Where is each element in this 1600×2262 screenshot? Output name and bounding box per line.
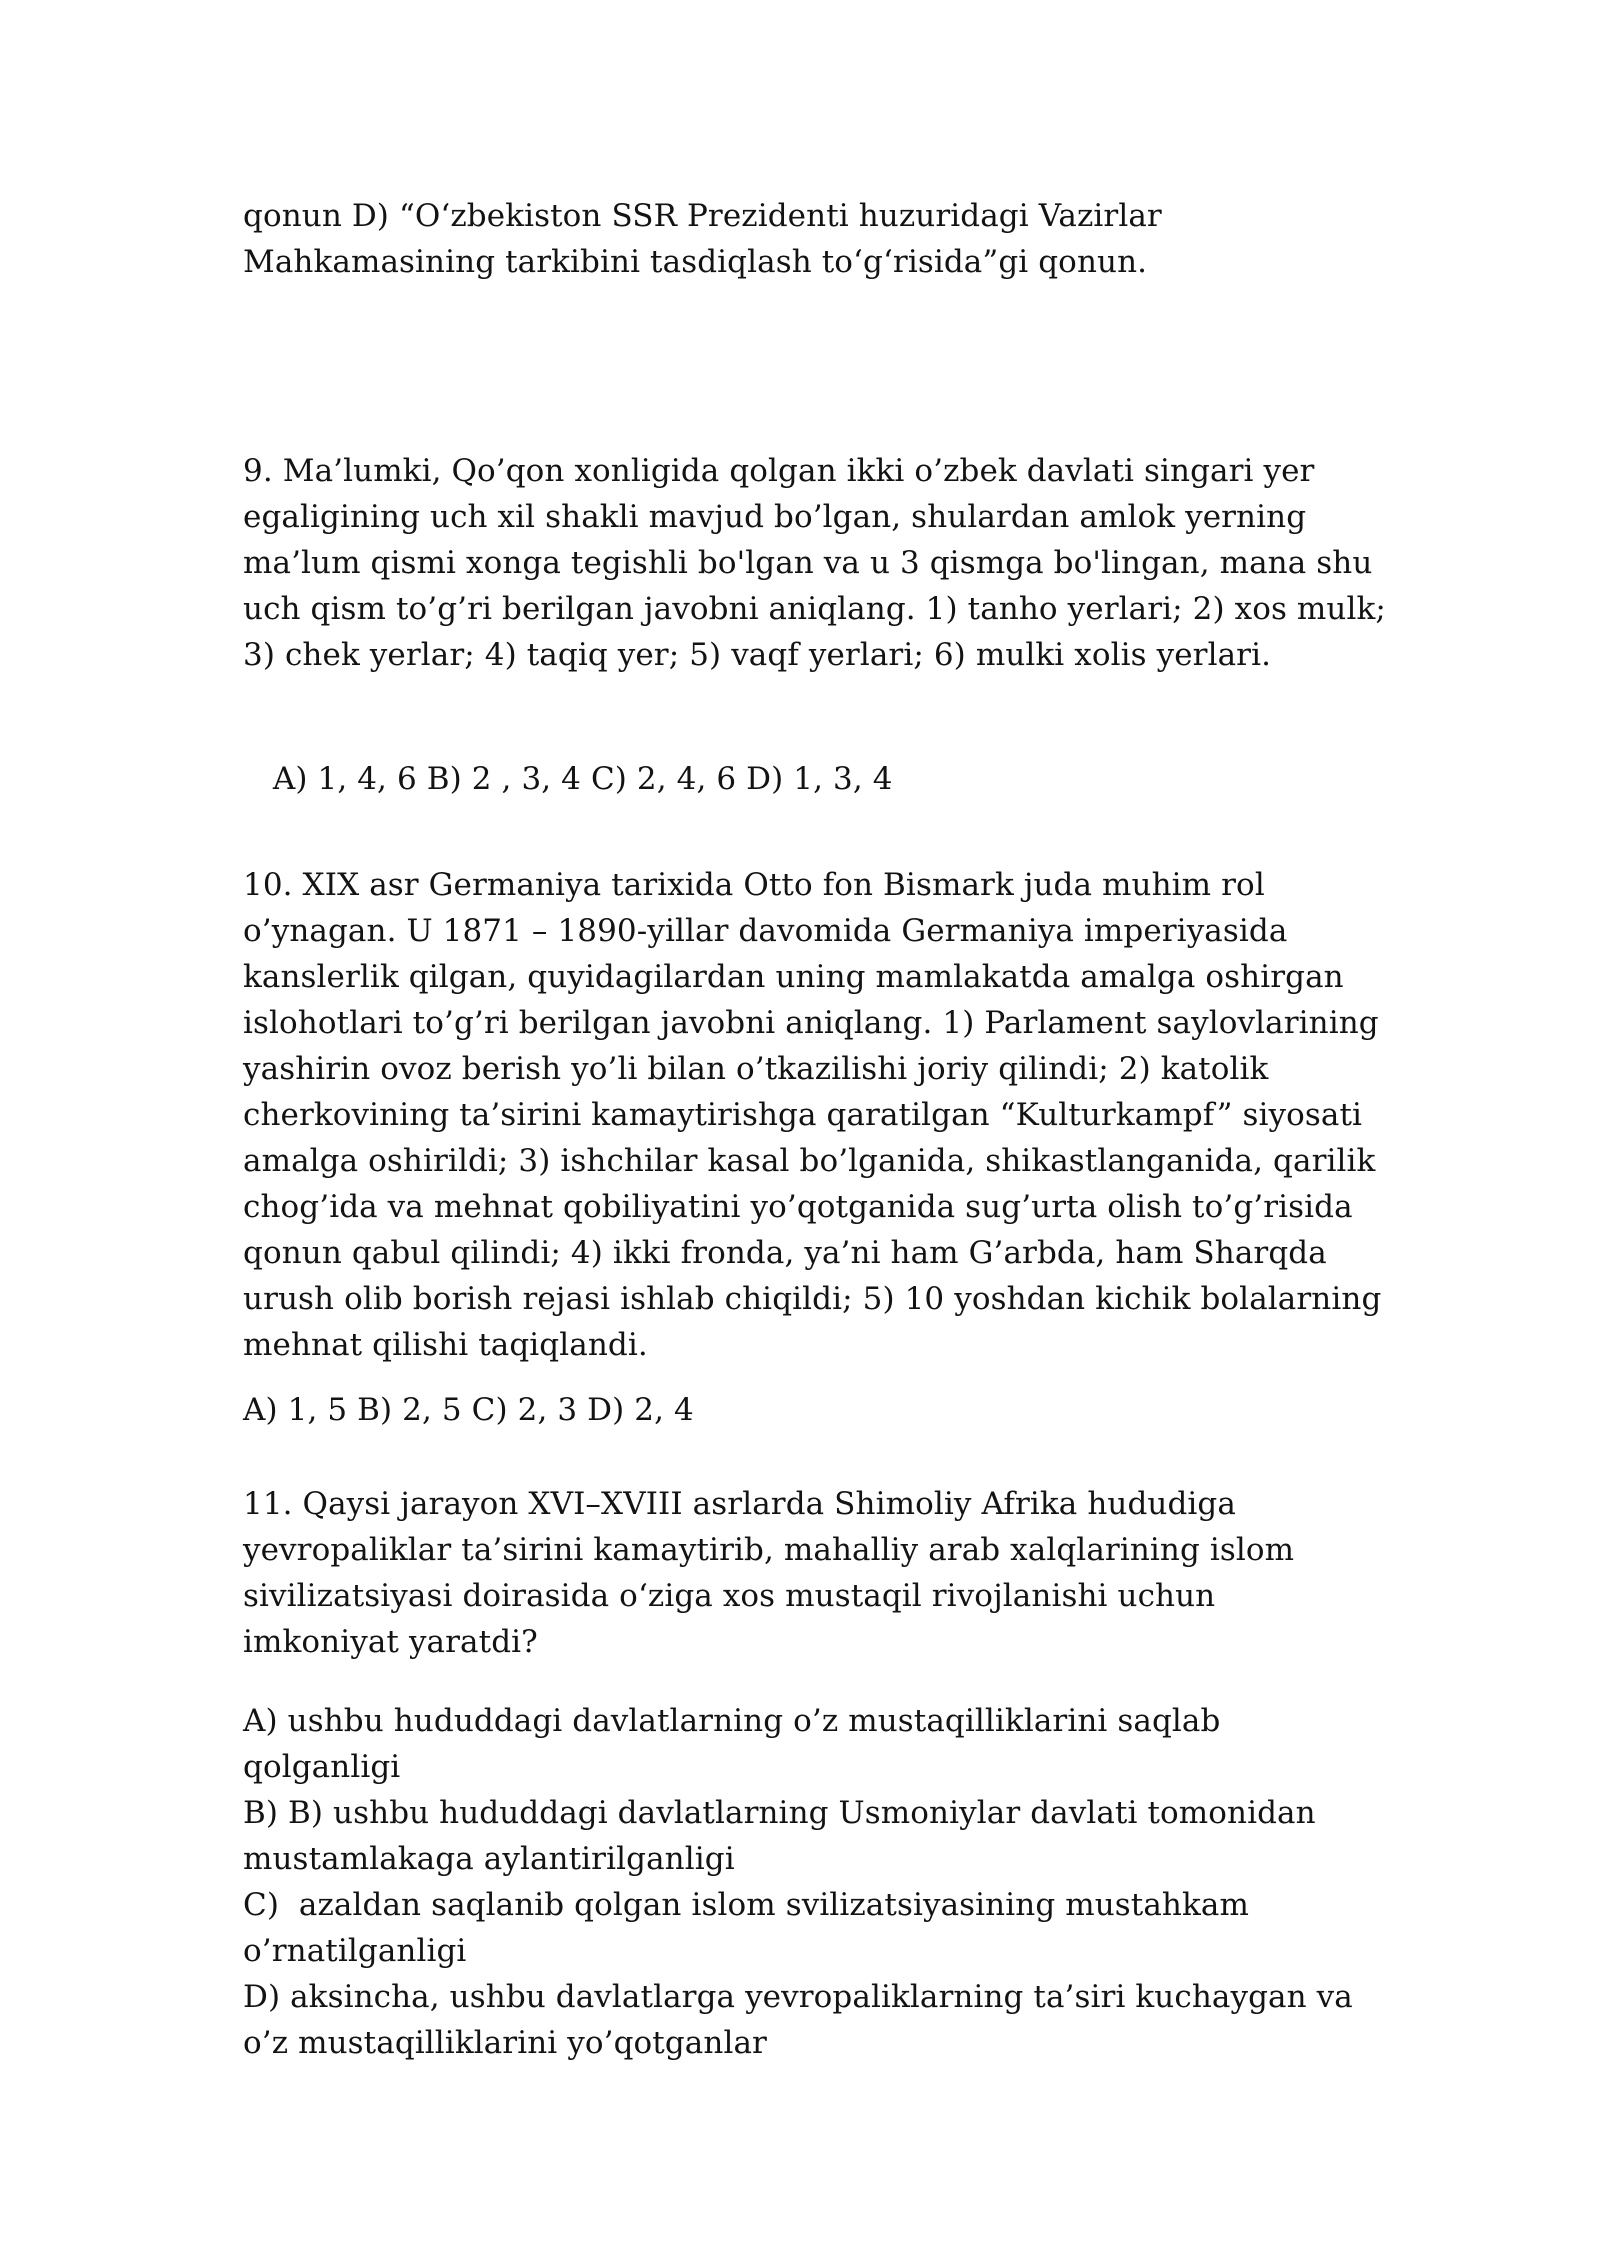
- paragraph-question-9: [243, 448, 1450, 678]
- text-line: sivilizatsiyasi doirasida oʻziga xos mustaqil rivojlanishi uchun: [243, 1578, 1216, 1614]
- text-line: A) ushbu hududdagi davlatlarning o’z mustaqilliklarini saqlab: [243, 1703, 1221, 1739]
- text-line: 9. Ma’lumki, Qo’qon xonligida qolgan ikki o’zbek davlati singari yer: [243, 453, 1315, 489]
- text-line: A) 1, 5 B) 2, 5 C) 2, 3 D) 2, 4: [243, 1392, 694, 1428]
- paragraph-options-11: [243, 1698, 1450, 2066]
- paragraph-intro-paragraph: [243, 193, 1450, 285]
- text-line: qolganligi: [243, 1749, 401, 1785]
- text-line: Mahkamasining tarkibini tasdiqlash toʻgʻrisida”gi qonun.: [243, 244, 1148, 280]
- paragraph-answers-10: [243, 1387, 1450, 1433]
- text-line: 3) chek yerlar; 4) taqiq yer; 5) vaqf yerlari; 6) mulki xolis yerlari.: [243, 637, 1272, 673]
- text-line: chog’ida va mehnat qobiliyatini yo’qotganida sug’urta olish to’g’risida: [243, 1189, 1353, 1225]
- text-line: imkoniyat yaratdi?: [243, 1624, 538, 1660]
- text-line: o’z mustaqilliklarini yo’qotganlar: [243, 2025, 767, 2061]
- text-line: amalga oshirildi; 3) ishchilar kasal bo’lganida, shikastlanganida, qarilik: [243, 1143, 1376, 1179]
- text-line: islohotlari to’g’ri berilgan javobni aniqlang. 1) Parlament saylovlarining: [243, 1005, 1379, 1041]
- text-line: B) B) ushbu hududdagi davlatlarning Usmoniylar davlati tomonidan: [243, 1795, 1316, 1831]
- paragraph-answers-9: [243, 756, 1450, 802]
- text-line: qonun qabul qilindi; 4) ikki fronda, ya’ni ham G’arbda, ham Sharqda: [243, 1235, 1327, 1271]
- text-line: o’ynagan. U 1871 – 1890-yillar davomida Germaniya imperiyasida: [243, 913, 1288, 949]
- text-line: mehnat qilishi taqiqlandi.: [243, 1327, 648, 1363]
- text-line: cherkovining ta’sirini kamaytirishga qaratilgan “Kulturkampf” siyosati: [243, 1097, 1363, 1133]
- text-line: kanslerlik qilgan, quyidagilardan uning mamlakatda amalga oshirgan: [243, 959, 1344, 995]
- text-line: mustamlakaga aylantirilganligi: [243, 1841, 735, 1877]
- text-line: qonun D) “Oʻzbekiston SSR Prezidenti huzuridagi Vazirlar: [243, 198, 1162, 234]
- text-line: yevropaliklar ta’sirini kamaytirib, mahalliy arab xalqlarining islom: [243, 1532, 1295, 1568]
- text-line: o’rnatilganligi: [243, 1933, 467, 1969]
- text-line: D) aksincha, ushbu davlatlarga yevropaliklarning ta’siri kuchaygan va: [243, 1979, 1353, 2015]
- text-line: uch qism to’g’ri berilgan javobni aniqlang. 1) tanho yerlari; 2) xos mulk;: [243, 591, 1386, 627]
- text-line: C) azaldan saqlanib qolgan islom svilizatsiyasining mustahkam: [243, 1887, 1249, 1923]
- text-line: 11. Qaysi jarayon XVI–XVIII asrlarda Shimoliy Afrika hududiga: [243, 1486, 1236, 1522]
- text-line: A) 1, 4, 6 B) 2 , 3, 4 C) 2, 4, 6 D) 1, 3, 4: [243, 761, 893, 797]
- text-line: urush olib borish rejasi ishlab chiqildi; 5) 10 yoshdan kichik bolalarning: [243, 1281, 1382, 1317]
- text-line: egaligining uch xil shakli mavjud bo’lgan, shulardan amlok yerning: [243, 499, 1307, 535]
- paragraph-question-11: [243, 1481, 1450, 1665]
- paragraph-question-10: [243, 862, 1450, 1368]
- text-line: ma’lum qismi xonga tegishli bo'lgan va u 3 qismga bo'lingan, mana shu: [243, 545, 1373, 581]
- text-line: yashirin ovoz berish yo’li bilan o’tkazilishi joriy qilindi; 2) katolik: [243, 1051, 1269, 1087]
- text-line: 10. XIX asr Germaniya tarixida Otto fon Bismark juda muhim rol: [243, 867, 1265, 903]
